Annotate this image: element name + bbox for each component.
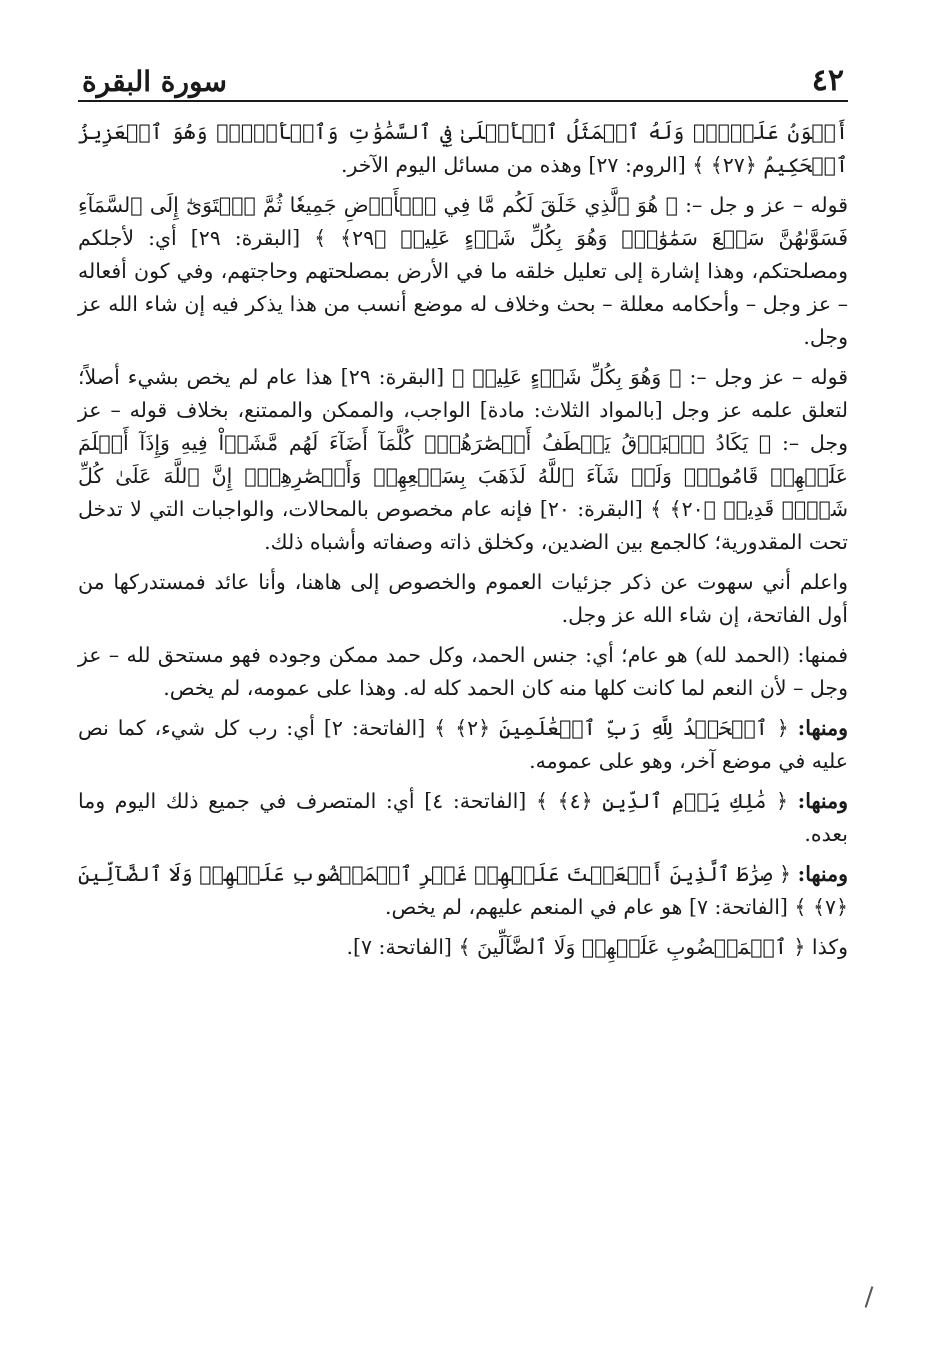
paragraph-text: قوله – عز و جل –: ﴿ هُوَ ٱلَّذِي خَلَقَ لَكُم مَّا فِي ٱلۡأَرۡضِ جَمِيعٗا ثُمَّ ٱسۡتَوَىٰٓ إِلَى ٱلسَّمَآءِ فَسَوَّىٰهُنَّ سَبۡعَ سَمَٰوَٰتٖۚ وَهُوَ بِكُلِّ شَيۡءٍ عَلِيمٞ ﴿٢٩﴾ ﴾ [البقرة: ٢٩] أي: لأجلكم ومصلحتكم، وهذا إشارة إلى تعليل خلقه ما في الأرض بمصلحتهم وحاجتهم، وفي كون أفعاله – عز وجل – وأحكامه معللة – بحث وخلاف له موضع أنسب من هذا يذكر فيه إن شاء الله عز وجل. (78, 193, 848, 349)
paragraph (78, 931, 848, 964)
page-body (78, 116, 848, 964)
paragraph-text: أَهۡوَنُ عَلَيۡهِۚ وَلَهُ ٱلۡمَثَلُ ٱلۡأَعۡلَىٰ فِي ٱلسَّمَٰوَٰتِ وَٱلۡأَرۡضِۚ وَهُوَ ٱلۡعَزِيزُ ٱلۡحَكِيمُ ﴿٢٧﴾ ﴾ [الروم: ٢٧] وهذه من مسائل اليوم الآخر. (78, 120, 848, 177)
paragraph (78, 858, 848, 924)
paragraph-lead: ومنها: (797, 862, 848, 886)
paragraph (78, 639, 848, 705)
surah-title: سورة البقرة (82, 65, 227, 98)
paragraph (78, 116, 848, 182)
paragraph (78, 189, 848, 354)
paragraph-text: ﴿ ٱلۡحَمۡدُ لِلَّهِ رَبِّ ٱلۡعَٰلَمِينَ ﴿٢﴾ ﴾ [الفاتحة: ٢] أي: رب كل شيء، كما نص عليه في موضع آخر، وهو على عمومه. (78, 716, 848, 773)
page-number: ٤٢ (811, 63, 844, 98)
paragraph-text: فمنها: (الحمد لله) هو عام؛ أي: جنس الحمد، وكل حمد ممكن وجوده فهو مستحق لله – عز وجل – لأن النعم لما كانت كلها منه كان الحمد كله له. وهذا على عمومه، لم يخص. (78, 643, 848, 700)
page-header (78, 48, 848, 102)
paragraph (78, 361, 848, 559)
paragraph-text: ﴿ مَٰلِكِ يَوۡمِ ٱلدِّينِ ﴿٤﴾ ﴾ [الفاتحة: ٤] أي: المتصرف في جميع ذلك اليوم وما بعده. (78, 789, 848, 846)
paragraph (78, 785, 848, 851)
paragraph-text: وكذا ﴿ ٱلۡمَغۡضُوبِ عَلَيۡهِمۡ وَلَا ٱلضَّآلِّينَ ﴾ [الفاتحة: ٧]. (346, 935, 848, 959)
paragraph-text: قوله – عز وجل –: ﴿ وَهُوَ بِكُلِّ شَيۡءٍ عَلِيمٞ ﴾ [البقرة: ٢٩] هذا عام لم يخص بشيء أصلاً؛ لتعلق علمه عز وجل [بالمواد الثلاث: مادة] الواجب، والممكن والممتنع، بخلاف قوله – عز وجل –: ﴿ يَكَادُ ٱلۡبَرۡقُ يَخۡطَفُ أَبۡصَٰرَهُمۡۖ كُلَّمَآ أَضَآءَ لَهُم مَّشَوۡاْ فِيهِ وَإِذَآ أَظۡلَمَ عَلَيۡهِمۡ قَامُواْۚ وَلَوۡ شَآءَ ٱللَّهُ لَذَهَبَ بِسَمۡعِهِمۡ وَأَبۡصَٰرِهِمۡۚ إِنَّ ٱللَّهَ عَلَىٰ كُلِّ شَيۡءٖ قَدِيرٞ ﴿٢٠﴾ ﴾ [البقرة: ٢٠] فإنه عام مخصوص بالمحالات، والواجبات التي لا تدخل تحت المقدورية؛ كالجمع بين الضدين، وكخلق ذاته وصفاته وأشباه ذلك. (78, 365, 848, 554)
paragraph (78, 566, 848, 632)
paragraph-text: ﴿ صِرَٰطَ ٱلَّذِينَ أَنۡعَمۡتَ عَلَيۡهِمۡ غَيۡرِ ٱلۡمَغۡضُوبِ عَلَيۡهِمۡ وَلَا ٱلضَّآلِّينَ ﴿٧﴾ ﴾ [الفاتحة: ٧] هو عام في المنعم عليهم، لم يخص. (78, 862, 848, 919)
scan-mark (865, 1286, 874, 1308)
paragraph (78, 712, 848, 778)
paragraph-lead: ومنها: (797, 789, 848, 813)
paragraph-lead: ومنها: (797, 716, 848, 740)
book-page (78, 48, 848, 971)
paragraph-text: واعلم أني سهوت عن ذكر جزئيات العموم والخصوص إلى هاهنا، وأنا عائد فمستدركها من أول الفاتحة، إن شاء الله عز وجل. (78, 570, 848, 627)
